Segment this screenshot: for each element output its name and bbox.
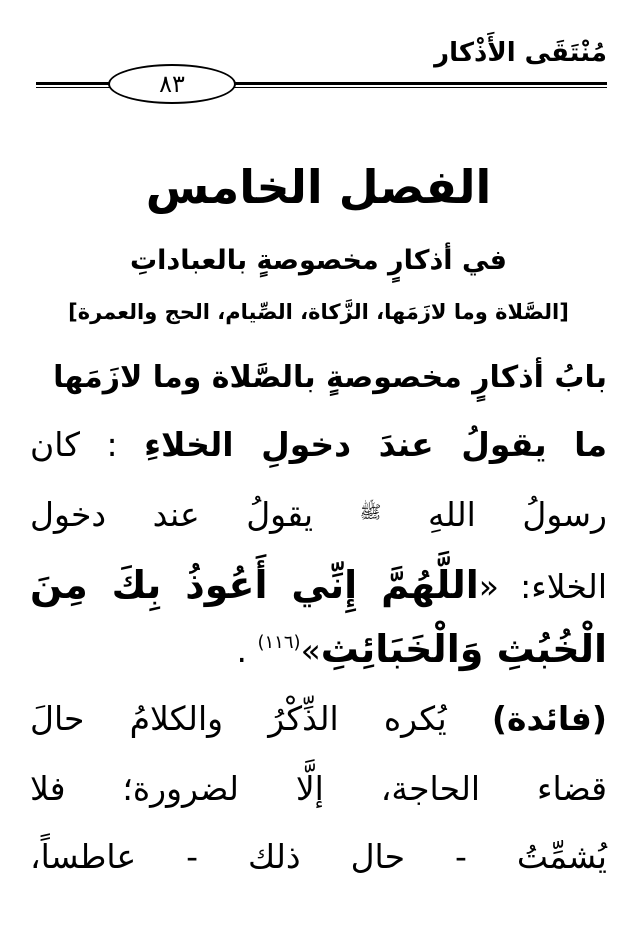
supplication-text: اللَّهُمَّ إِنِّي أَعُوذُ بِكَ مِنَ	[30, 563, 479, 607]
page-number-badge	[108, 64, 236, 104]
note-label: (فائدة)	[491, 699, 607, 738]
supplication-text: الْخُبُثِ وَالْخَبَائِثِ	[320, 627, 607, 671]
body-text: قضاء الحاجة، إلَّا لضرورة؛ فلا	[30, 769, 607, 808]
body-text: الخلاء: «	[478, 567, 607, 606]
body-line-6	[30, 769, 607, 808]
chapter-subtitle: في أذكارٍ مخصوصةٍ بالعباداتِ	[130, 245, 507, 276]
honorific-symbol: ﷺ	[359, 502, 382, 523]
body-text: رسولُ اللهِ	[427, 495, 607, 534]
page-number: ٨٣	[159, 70, 185, 98]
body-line-5	[30, 699, 607, 738]
body-text: يُشمِّتُ - حال ذلك - عاطساً،	[30, 837, 607, 876]
body-text: يقولُ عند دخول	[30, 495, 314, 534]
body-line-7	[30, 837, 607, 876]
chapter-scope: [الصَّلاة وما لازَمَها، الزَّكاة، الصِّيام، الحج والعمرة]	[68, 300, 569, 324]
chapter-title: الفصل الخامس	[145, 160, 492, 214]
topic-heading: ما يقولُ عندَ دخولِ الخلاءِ	[144, 425, 608, 464]
body-text: يُكره الذِّكْرُ والكلامُ حالَ	[30, 699, 447, 738]
section-title: بابُ أذكارٍ مخصوصةٍ بالصَّلاة وما لازَمَها	[53, 360, 607, 395]
body-line-4	[30, 627, 607, 671]
body-line-1	[30, 425, 608, 464]
footnote-reference: (١١٦)	[257, 632, 301, 653]
quote-close: »	[300, 631, 321, 670]
sentence-end: .	[236, 631, 247, 670]
body-line-2	[30, 495, 607, 534]
body-text: : كان	[30, 425, 118, 464]
running-header-title: مُنْتَقَى الأَذْكار	[434, 38, 607, 68]
body-line-3	[30, 563, 607, 607]
